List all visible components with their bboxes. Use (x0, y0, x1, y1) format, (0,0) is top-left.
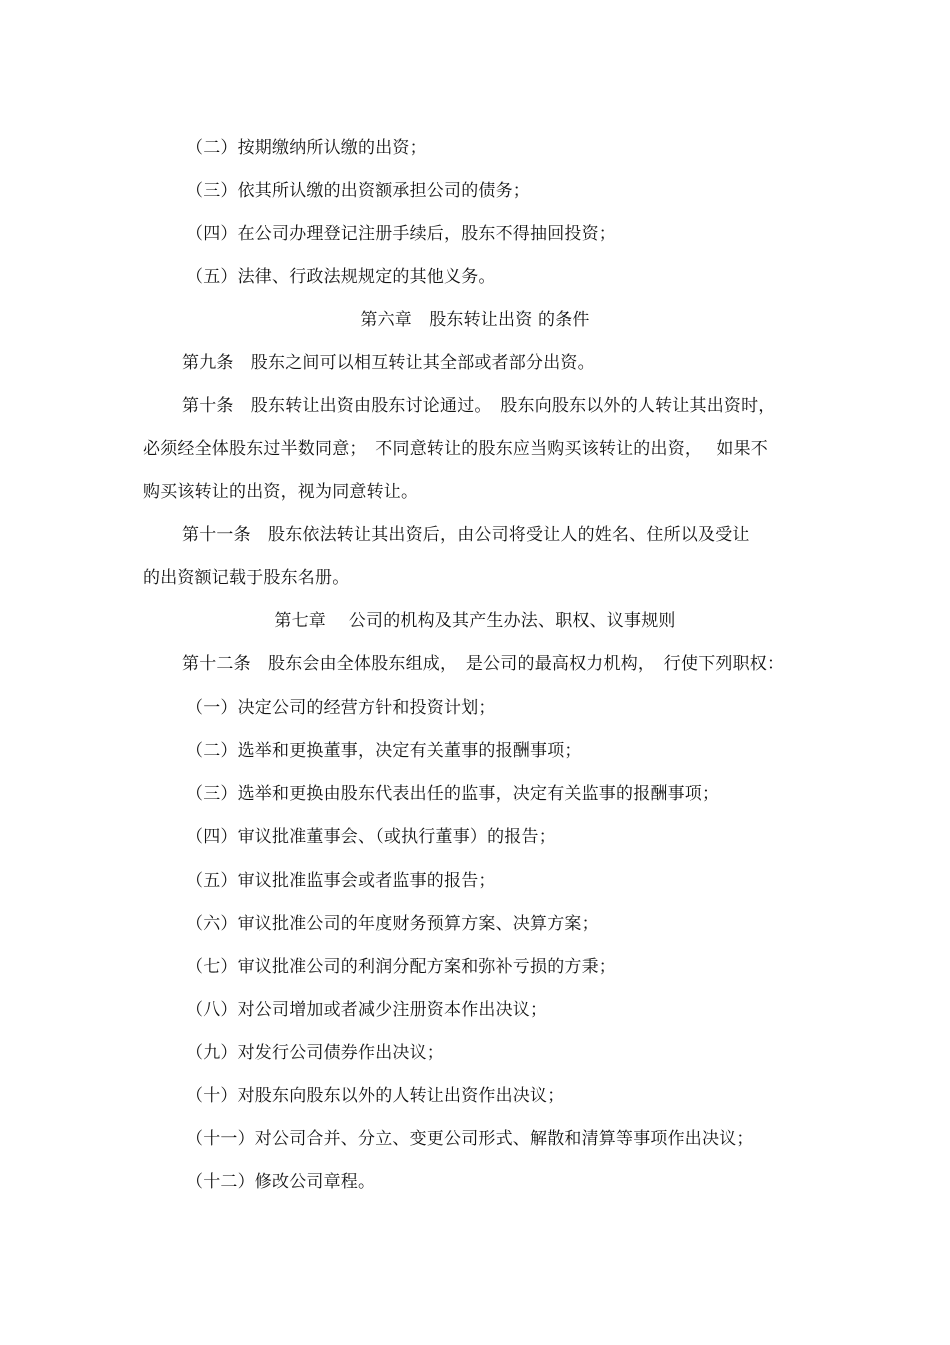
chapter-7-heading: 第七章 公司的机构及其产生办法、职权、议事规则 (274, 611, 676, 631)
article-9: 第九条 股东之间可以相互转让其全部或者部分出资。 (182, 353, 595, 373)
power-item-8: （八）对公司增加或者减少注册资本作出决议； (186, 1000, 548, 1020)
power-item-7: （七）审议批准公司的利润分配方案和弥补亏损的方秉； (186, 957, 616, 977)
power-item-6: （六）审议批准公司的年度财务预算方案、决算方案； (186, 914, 599, 934)
power-item-9: （九）对发行公司债券作出决议； (186, 1043, 444, 1063)
article-12: 第十二条 股东会由全体股东组成， 是公司的最高权力机构， 行使下列职权： (182, 654, 785, 674)
power-item-4: （四）审议批准董事会、（或执行董事）的报告； (186, 827, 556, 847)
duty-item-2: （二）按期缴纳所认缴的出资； (186, 138, 427, 158)
power-item-5: （五）审议批准监事会或者监事的报告； (186, 871, 496, 891)
article-11-line-2: 的出资额记载于股东名册。 (143, 568, 350, 588)
duty-item-5: （五）法律、行政法规规定的其他义务。 (186, 267, 496, 287)
power-item-11: （十一）对公司合并、分立、变更公司形式、解散和清算等事项作出决议； (186, 1129, 754, 1149)
article-11-line-1: 第十一条 股东依法转让其出资后，由公司将受让人的姓名、住所以及受让 (182, 525, 750, 545)
duty-item-3: （三）依其所认缴的出资额承担公司的债务； (186, 181, 530, 201)
power-item-10: （十）对股东向股东以外的人转让出资作出决议； (186, 1086, 565, 1106)
duty-item-4: （四）在公司办理登记注册手续后，股东不得抽回投资； (186, 224, 616, 244)
power-item-3: （三）选举和更换由股东代表出任的监事，决定有关监事的报酬事项； (186, 784, 720, 804)
article-10-line-1: 第十条 股东转让出资由股东讨论通过。 股东向股东以外的人转让其出资时， (182, 396, 776, 416)
chapter-6-heading: 第六章 股东转让出资 的条件 (360, 310, 590, 330)
power-item-12: （十二）修改公司章程。 (186, 1172, 376, 1192)
article-10-line-2: 必须经全体股东过半数同意； 不同意转让的股东应当购买该转让的出资， 如果不 (143, 439, 769, 459)
power-item-1: （一）决定公司的经营方针和投资计划； (186, 698, 496, 718)
article-10-line-3: 购买该转让的出资，视为同意转让。 (143, 482, 419, 502)
power-item-2: （二）选举和更换董事，决定有关董事的报酬事项； (186, 741, 582, 761)
